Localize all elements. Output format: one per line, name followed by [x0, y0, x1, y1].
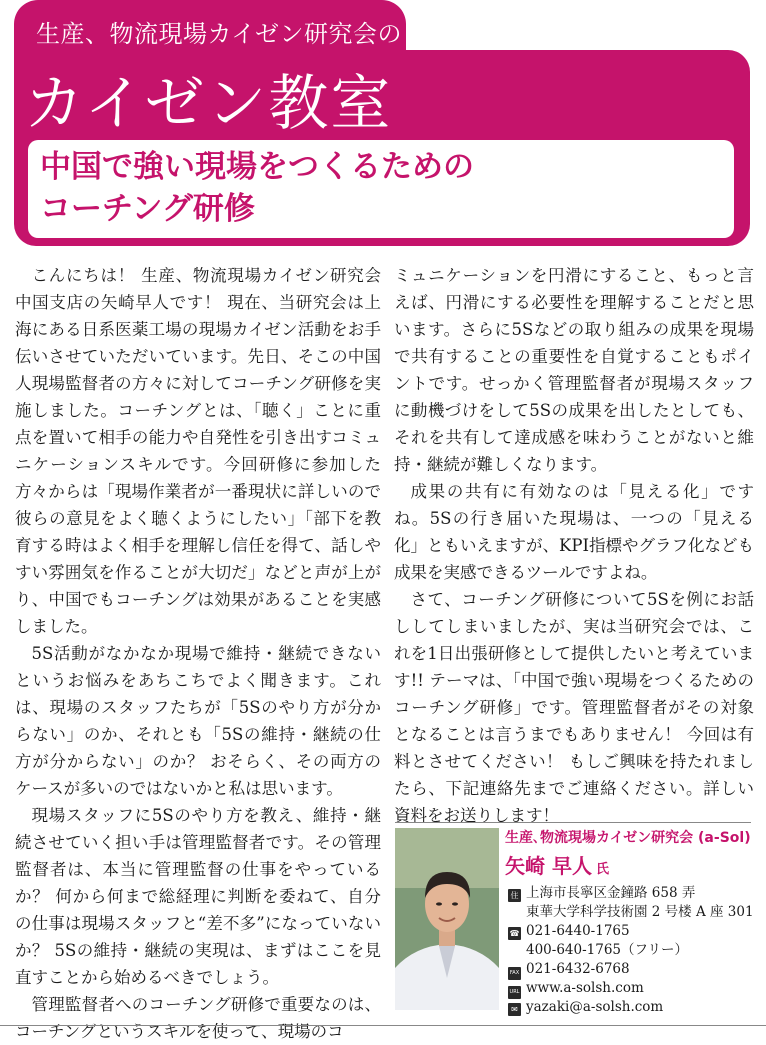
paragraph: 現場スタッフに5Sのやり方を教え、維持・継続させていく担い手は管理監督者です。その管理監督者は、本当に管理監督の仕事をやっているか？ 何から何まで総経理に判断を委ねて、自分の仕事は現場スタッフと“差不多”になっていないか？ 5Sの維持・継続の実現は、まずはここを見直すことから始めるべきでしょう。 [15, 806, 381, 987]
author-name [505, 850, 609, 879]
profile-divider [395, 822, 751, 823]
address-line-1: 上海市長寧区金鐘路 658 弄 [526, 885, 696, 901]
mail-icon: ✉ [508, 1003, 521, 1016]
fax-icon: FAX [508, 967, 521, 980]
organization-name: 生産､物流現場カイゼン研究会 (a-Sol) [505, 830, 751, 846]
address-row [508, 884, 695, 903]
paragraph: 5S活動がなかなか現場で維持・継続できないというお悩みをあちこちでよく聞きます。これは、現場のスタッフたちが「5Sのやり方が分からない」のか、それとも「5Sの維持・継続の仕方が分からない」のか？ おそらく、その両方のケースが多いのではないかと私は思います。 [15, 644, 381, 798]
portrait-image [395, 828, 499, 1010]
fax-row [508, 960, 630, 980]
address-icon: 住 [508, 889, 521, 902]
phone-number: 021-6440-1765 [526, 923, 630, 939]
article-column-left [15, 262, 381, 1045]
paragraph: こんにちは！ 生産、物流現場カイゼン研究会中国支店の矢崎早人です！ 現在、当研究会は上海にある日系医薬工場の現場カイゼン活動をお手伝いさせていただいています。先日、そこの中国人現場監督者の方々に対してコーチング研修を実施しました。コーチングとは、「聴く」ことに重点を置いて相手の能力や自発性を引き出すコミュニケーションスキルです。今回研修に参加した方々からは「現場作業者が一番現状に詳しいので彼らの意見をよく聴くようにしたい」「部下を教育する時はよく相手を理解し信任を得て、話しやすい雰囲気を作ることが大切だ」などと声が上がり、中国でもコーチングは効果があることを実感しました。 [15, 266, 381, 636]
web-icon: URL [508, 986, 521, 999]
footer-divider [0, 1025, 766, 1026]
paragraph: 管理監督者へのコーチング研修で重要なのは、コーチングというスキルを使って、現場のコ [15, 995, 381, 1041]
page-title: カイゼン教室 [24, 69, 393, 139]
author-name-text: 矢崎 早人 [505, 854, 592, 878]
fax-number: 021-6432-6768 [526, 961, 630, 977]
website-link[interactable]: www.a-solsh.com [526, 980, 644, 996]
paragraph: 成果の共有に有効なのは「見える化」ですね。5Sの行き届いた現場は、一つの「見える化」ともいえますが、KPI指標やグラフ化なども成果を実感できるツールですよね。 [394, 482, 754, 582]
email-row [508, 998, 663, 1017]
article-subtitle: 中国で強い現場をつくるための コーチング研修 [40, 149, 474, 227]
address-line-2: 東華大学科学技術園 2 号楼 A 座 301 [526, 904, 754, 920]
email-link[interactable]: yazaki@a-solsh.com [526, 999, 664, 1015]
free-dial-number: 400-640-1765（フリー） [526, 942, 688, 958]
paragraph: さて、コーチング研修について5Sを例にお話ししてしまいましたが、実は当研究会では、これを1日出張研修として提供したいと考えています!! テーマは、「中国で強い現場をつくるためのコーチング研修」です。管理監督者がその対象となることは言うまでもありません！ 今回は有料とさせてください！ もしご興味を持たれましたら、下記連絡先までご連絡ください。詳しい資料をお送りします！ [394, 590, 754, 825]
url-row [508, 979, 644, 999]
honorific: 氏 [595, 862, 609, 877]
series-label: 生産、物流現場カイゼン研究会の [36, 20, 403, 48]
phone-row [508, 922, 630, 941]
phone-row-2 [526, 941, 688, 960]
paragraph-continued: ミュニケーションを円滑にすること、もっと言えば、円滑にする必要性を理解することだと思います。さらに5Sなどの取り組みの成果を現場で共有することの重要性を自覚することもポイントです。せっかく管理監督者が現場スタッフに動機づけをして5Sの成果を出したとしても、それを共有して達成感を味わうことがないと維持・継続が難しくなります。 [394, 266, 754, 474]
author-photo [395, 828, 499, 1010]
phone-icon: ☎ [509, 929, 520, 938]
article-column-right [394, 262, 754, 829]
address-row-2 [526, 903, 754, 922]
